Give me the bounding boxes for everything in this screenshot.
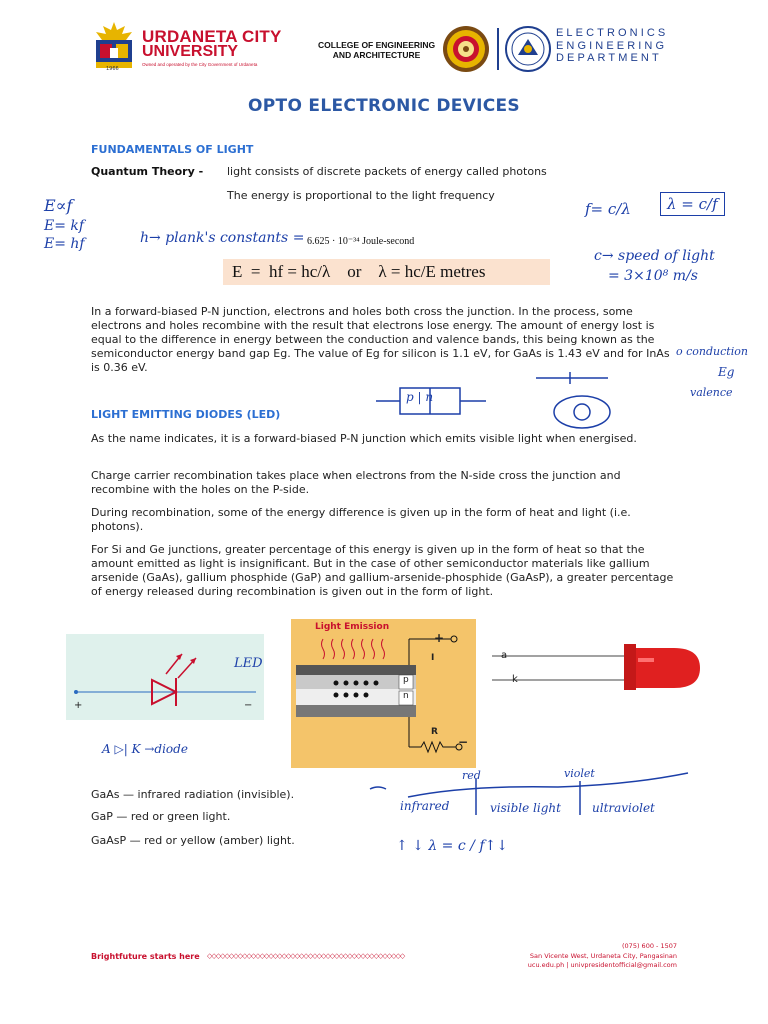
led-minus-label: − bbox=[244, 700, 253, 711]
paragraph-band-gap: In a forward-biased P-N junction, electrons and holes both cross the junction. In the process, some electrons and holes recombine with the result that electrons lose energy. The amount of energy lost is equal to the difference in energy between the conduction and valence bands, this being known as the semiconductor energy band gap Eg. The value of Eg for silicon is 1.1 eV, for GaAs is 1.43 eV and for InAs is 0.36 eV. bbox=[91, 305, 670, 374]
paragraph-led-1: As the name indicates, it is a forward-biased P-N junction which emits visible light when energised. bbox=[91, 432, 637, 445]
college-seal bbox=[442, 25, 490, 73]
dept-line1: ELECTRONICS bbox=[556, 27, 669, 39]
energy-formula: E = hf = hc/λ or λ = hc/E metres bbox=[232, 262, 486, 281]
college-line1: COLLEGE OF ENGINEERING bbox=[318, 40, 436, 50]
footer-address: San Vicente West, Urdaneta City, Pangasinan bbox=[529, 951, 677, 960]
hw-photon-sketch bbox=[536, 370, 616, 430]
quantum-theory-line2: The energy is proportional to the light frequency bbox=[227, 189, 495, 202]
hw-visible-light: visible light bbox=[490, 801, 561, 815]
hw-planck-constant: h→ plank's constants = bbox=[140, 230, 305, 246]
university-logo bbox=[90, 20, 138, 72]
paragraph-led-3: During recombination, some of the energy difference is given up in the form of heat and light (i.e. photons). bbox=[91, 506, 631, 533]
hw-valence: valence bbox=[690, 386, 733, 399]
hw-e-prop-f: E∝f bbox=[44, 196, 73, 215]
slogan-rest: future starts here bbox=[119, 952, 200, 961]
hw-diode-note: A ▷| K →diode bbox=[102, 742, 188, 756]
paragraph-led-2: Charge carrier recombination takes place when electrons from the N-side cross the junction and recombine with the holes on the P-side. bbox=[91, 469, 621, 496]
quantum-theory-label: Quantum Theory - bbox=[91, 165, 204, 178]
light-emission-title: Light Emission bbox=[315, 622, 390, 632]
material-gap: GaP — red or green light. bbox=[91, 810, 231, 823]
section-heading-led: LIGHT EMITTING DIODES (LED) bbox=[91, 408, 281, 421]
led-symbol-figure bbox=[66, 634, 264, 720]
department-name bbox=[556, 27, 668, 65]
college-name bbox=[318, 40, 435, 60]
university-name-line1: URDANETA CITY bbox=[142, 27, 282, 46]
footer-phone: (075) 600 - 1507 bbox=[622, 942, 677, 950]
hw-f-equals: f= c/λ bbox=[585, 200, 631, 218]
led-body-figure bbox=[492, 640, 702, 693]
university-name-line2: UNIVERSITY bbox=[142, 43, 239, 60]
hw-speed-value: = 3×10⁸ m/s bbox=[608, 268, 698, 284]
footer-slogan bbox=[91, 952, 200, 961]
section-heading-fundamentals: FUNDAMENTALS OF LIGHT bbox=[91, 143, 254, 156]
hw-pn-junction-sketch bbox=[376, 384, 486, 428]
led-cathode-label: k bbox=[512, 674, 518, 685]
hw-red: red bbox=[462, 769, 481, 782]
college-line2: AND ARCHITECTURE bbox=[332, 50, 421, 60]
led-anode-label: a bbox=[501, 650, 508, 661]
hw-led-label: LED bbox=[234, 656, 263, 671]
dept-line3: DEPARTMENT bbox=[556, 52, 662, 64]
university-tagline: Owned and operated by the City Government of Urdaneta bbox=[142, 62, 258, 67]
hw-bottom-equation: ↑ ↓ λ = c / f↑↓ bbox=[396, 838, 508, 854]
emission-p-label: p bbox=[403, 675, 409, 685]
material-gaas: GaAs — infrared radiation (invisible). bbox=[91, 788, 295, 801]
header-divider bbox=[497, 28, 499, 70]
hw-infrared: infrared bbox=[400, 799, 450, 813]
slogan-bright: Bright bbox=[91, 952, 120, 961]
hw-pn-label: p | n bbox=[406, 390, 434, 404]
page-title: OPTO ELECTRONIC DEVICES bbox=[248, 96, 520, 116]
hw-violet: violet bbox=[564, 767, 595, 780]
emission-n-label: n bbox=[403, 691, 409, 701]
light-emission-figure bbox=[291, 619, 476, 768]
hw-e-kf: E= kf bbox=[44, 218, 85, 234]
planck-value: 6.625 · 10⁻³⁴ Joule-second bbox=[307, 236, 415, 247]
footer-diamond-border: ◇◇◇◇◇◇◇◇◇◇◇◇◇◇◇◇◇◇◇◇◇◇◇◇◇◇◇◇◇◇◇◇◇◇◇◇◇◇◇◇◇◇◇◇◇ bbox=[207, 952, 405, 960]
hw-spectrum-sketch bbox=[368, 765, 698, 825]
hw-conduction: o conduction bbox=[676, 345, 748, 358]
footer-contact bbox=[528, 942, 677, 971]
footer-web[interactable]: ucu.edu.ph | univpresidentofficial@gmail.com bbox=[527, 961, 677, 969]
emission-i-label: I bbox=[431, 653, 435, 663]
hw-speed-of-light: c→ speed of light bbox=[594, 248, 715, 264]
emission-r-label: R bbox=[431, 727, 438, 737]
seal-year: 1966 bbox=[106, 66, 119, 72]
emission-minus-label: − bbox=[458, 735, 469, 749]
department-seal bbox=[504, 25, 552, 73]
paragraph-led-4: For Si and Ge junctions, greater percentage of this energy is given up in the form of heat so that the amount emitted as light is insignificant. But in the case of other semiconductor materials like gallium arsenide (GaAs), gallium phosphide (GaP) and gallium-arsenide-phosphide (GaAsP), a greater percentage of energy released during recombination is given out in the form of light. bbox=[91, 543, 674, 598]
hw-e-hf: E= hf bbox=[44, 236, 85, 252]
dept-line2: ENGINEERING bbox=[556, 39, 668, 52]
material-gaasp: GaAsP — red or yellow (amber) light. bbox=[91, 834, 295, 847]
hw-eg: Eg bbox=[718, 365, 735, 379]
emission-plus-label: + bbox=[434, 631, 445, 645]
led-plus-label: + bbox=[74, 700, 83, 711]
hw-lambda-box: λ = c/f bbox=[660, 192, 725, 216]
hw-ultraviolet: ultraviolet bbox=[592, 801, 655, 815]
quantum-theory-line1: light consists of discrete packets of energy called photons bbox=[227, 165, 547, 178]
